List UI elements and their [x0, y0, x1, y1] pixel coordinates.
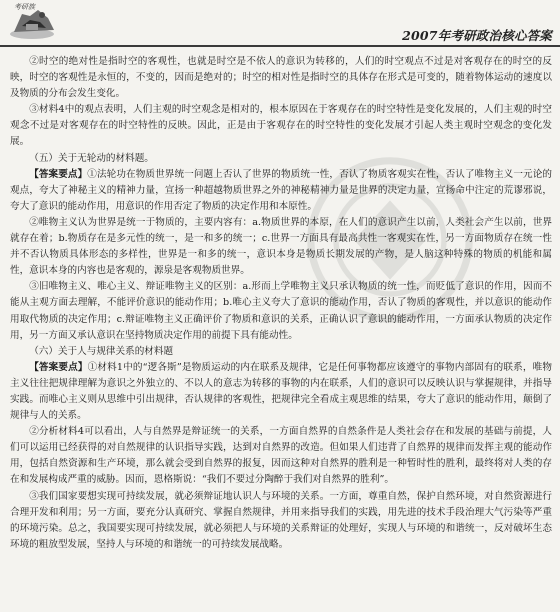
answer-tag: 【答案要点】: [29, 168, 88, 180]
running-head: 2007年考研政治核心答案: [402, 28, 552, 43]
paragraph-text: （六）关于人与规律关系的材料题: [29, 345, 174, 357]
body-paragraph: [10, 489, 552, 553]
paragraph-text: ①法轮功在物质世界统一问题上否认了世界的物质统一性，否认了物质客观实在性，否认了唯物主义一元论的观点，夸大了神秘主义的精神力量，宣扬一种超越物质世界之外的神秘精神力量是世界的决定力量，宣扬命中注定的荒谬邪说，夸大了意识的能动作用，用意识的作用否定了物质的决定作用和本原性。: [10, 168, 553, 212]
body-paragraph: [10, 54, 552, 102]
header-rule: [0, 45, 560, 47]
paragraph-text: （五）关于无轮动的材料题。: [29, 152, 154, 164]
paragraph-text: ③材料4中的观点表明，人们主观的时空观念是相对的，根本原因在于客观存在的时空特性是变化发展的，人们主观的时空观念不过是对客观存在的时空特性的反映。因此，正是由于客观存在的时空特性的变化发展才引起人类主观时空观念的变化发展。: [10, 104, 552, 148]
body-paragraph: [10, 424, 552, 488]
paragraph-text: ③旧唯物主义、唯心主义、辩证唯物主义的区别：a.形而上学唯物主义只承认物质的统一性，而贬低了意识的作用，因而不能从主观方面去理解，不能评价意识的能动作用；b.唯心主义夸大了意识的能动作用，否认了物质的客观性，并以意识的能动作用取代物质的决定作用；c.辩证唯物主义正确评价了物质和意识的关系，正确认识了意识的能动作用，一方面承认物质的决定作用，另一方面又承认意识在坚持物质决定作用的前提下具有能动性。: [10, 281, 552, 341]
section-heading: [10, 151, 552, 167]
paragraph-text: ①材料1中的“逻各斯”是物质运动的内在联系及规律，它是任何事物都应该遵守的事物内部固有的联系，唯物主义往往把规律理解为意识之外独立的、不以人的意志为转移的事物的内在联系，人们的意识可以反映认识与掌握规律，并指导实践。而唯心主义则从思维中引出规律，否认规律的客观性，把规律完全看成主观思维的结果，夸大了意识的能动作用，颠倒了规律与人的关系。: [10, 361, 552, 422]
page-header: [0, 0, 560, 46]
brand-name: 考研族: [14, 3, 35, 11]
paragraph-text: ②分析材料4可以看出，人与自然界是辩证统一的关系，一方面自然界的自然条件是人类社会存在和发展的基础与前提，人们可以运用已经获得的对自然规律的认识指导实践，达到对自然界的改造。但如果人们违背了自然界的规律而发挥主观的能动作用，包括自然资源和生产环境，那么就会受到自然界的报复，因而这种对自然界的胜利是一种暂时性的胜利，最终将对人类的存在和发展构成严重的威胁。因而，恩格斯说：“我们不要过分陶醉于我们对自然界的胜利”。: [10, 426, 552, 486]
body-paragraph: [10, 102, 552, 150]
section-heading: [10, 344, 552, 360]
paragraph-text: ②唯物主义认为世界是统一于物质的，主要内容有：a.物质世界的本原，在人们的意识产生以前，人类社会产生以前，世界就存在着；b.物质存在是多元性的统一，是一和多的统一；c.世界一方面具有最高共性一客观实在性，另一方面物质存在统一性并不否认物质具体形态的多样性，世界是一和多的统一，意识本身是物质长期发展的产物，是人脑这种特殊的物质的机能和属性，意识本身的内容也是客观的，源泉是客观物质世界。: [10, 216, 552, 277]
paragraph-text: ②时空的绝对性是指时空的客观性，也就是时空是不依人的意识为转移的，人们的时空观点不过是对客观存在的时空的反映，时空的客观性是永恒的，不变的，因而是绝对的；时空的相对性是指时空的具体存在形式是可变的，随着物体运动的速度以及物质的分布会发生变化。: [10, 56, 552, 100]
paragraph-text: ③我们国家要想实现可持续发展，就必须辩证地认识人与环境的关系。一方面，尊重自然，保护自然环境，对自然资源进行合理开发和利用；另一方面，要充分认真研究、掌握自然规律，并用来指导我们的实践，用先进的技术手段治理大气污染等严重的环境污染。总之，我国要实现可持续发展，就必须把人与环境的关系辩证的处理好，实现人与环境的和谐统一，反对破坏生态环境的粗放型发展，坚持人与环境的和谐统一的可持续发展战略。: [10, 490, 552, 550]
answer-paragraph: [10, 167, 552, 215]
document-body: [10, 54, 552, 553]
answer-paragraph: [10, 360, 552, 424]
body-paragraph: [10, 279, 552, 343]
body-paragraph: [10, 215, 552, 279]
answer-tag: 【答案要点】: [29, 361, 88, 373]
